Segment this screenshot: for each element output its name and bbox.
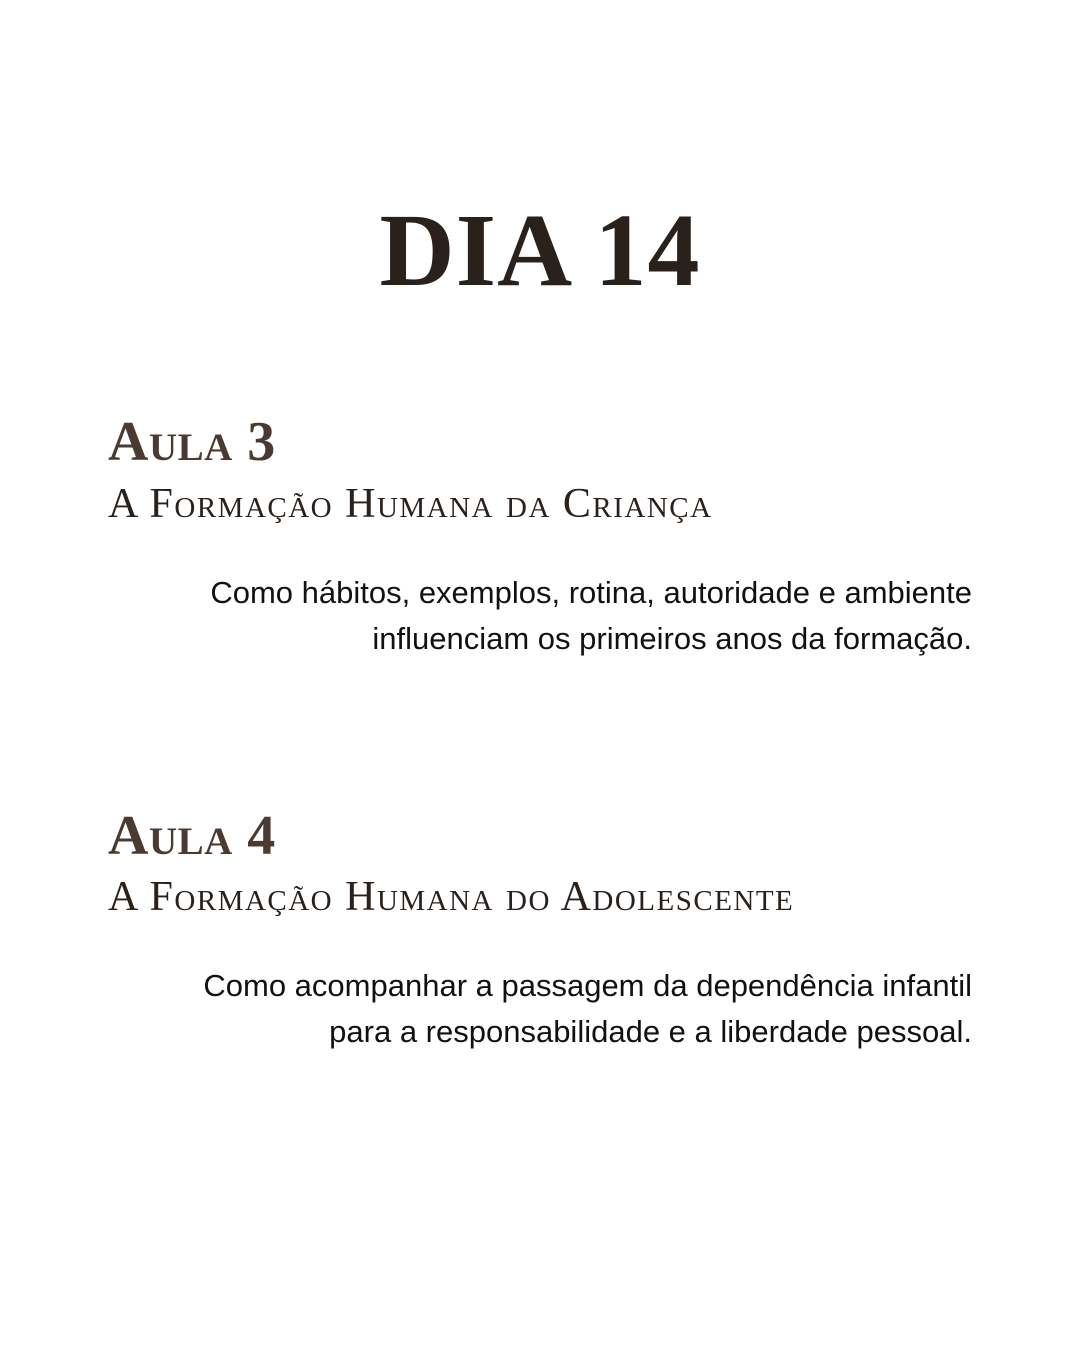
- lesson-3-title: A Formação Humana da Criança: [108, 481, 713, 527]
- lesson-4-title: A Formação Humana do Adolescente: [108, 874, 795, 920]
- lesson-3-label: Aula 3: [108, 411, 276, 473]
- day-title: DIA 14: [379, 193, 701, 308]
- lesson-4-description: Como acompanhar a passagem da dependência infantil para a responsabilidade e a liberdade pessoal.: [203, 968, 972, 1049]
- lesson-3-description: Como hábitos, exemplos, rotina, autoridade e ambiente influenciam os primeiros anos da formação.: [210, 575, 972, 656]
- lesson-4-label: Aula 4: [108, 805, 276, 867]
